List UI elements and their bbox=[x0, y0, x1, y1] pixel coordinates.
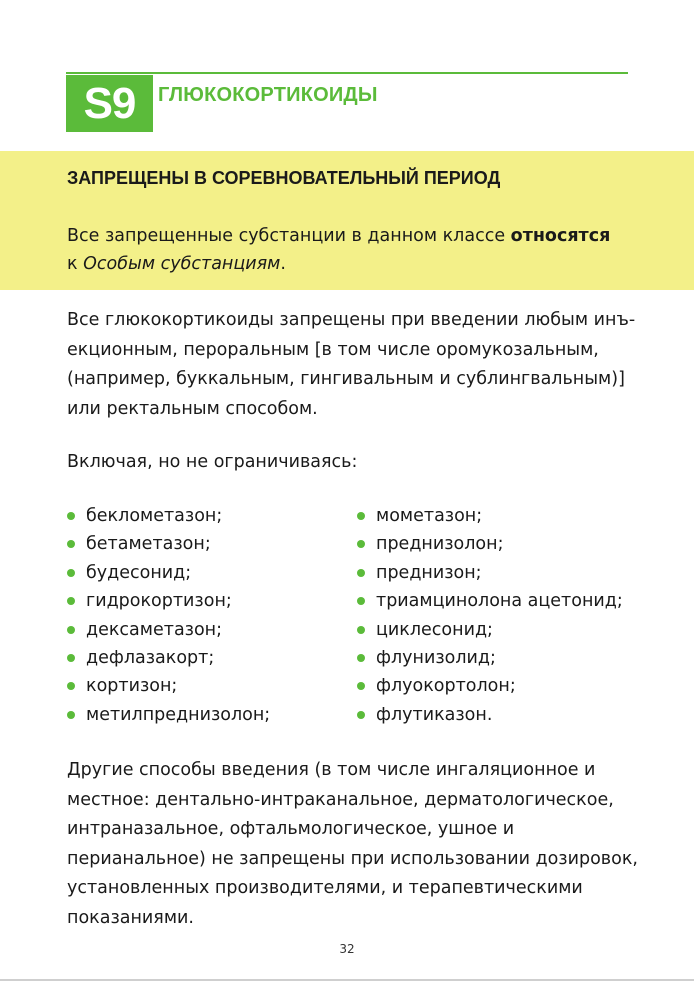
bullet-icon bbox=[67, 711, 75, 719]
list-item bbox=[66, 701, 270, 729]
list-item bbox=[356, 644, 623, 672]
list-item-label: преднизолон; bbox=[376, 534, 504, 555]
list-item-label: дексаметазон; bbox=[86, 619, 223, 640]
list-item bbox=[66, 644, 270, 672]
bullet-icon bbox=[357, 711, 365, 719]
bullet-icon bbox=[67, 597, 75, 605]
list-item-label: будесонид; bbox=[86, 562, 192, 583]
band-text bbox=[67, 222, 647, 278]
list-item-label: метилпреднизолон; bbox=[86, 704, 271, 725]
list-item bbox=[66, 559, 270, 587]
band-text-start: Все запрещенные субстанции в данном классе bbox=[67, 226, 511, 246]
list-item-label: триамцинолона ацетонид; bbox=[376, 591, 623, 612]
page-number: 32 bbox=[339, 942, 355, 956]
bullet-icon bbox=[67, 540, 75, 548]
list-item-label: флуокортолон; bbox=[376, 676, 516, 697]
bullet-icon bbox=[357, 682, 365, 690]
substance-list-right bbox=[356, 502, 623, 729]
bullet-icon bbox=[357, 512, 365, 520]
list-item bbox=[356, 559, 623, 587]
list-item-label: беклометазон; bbox=[86, 506, 223, 526]
bullet-icon bbox=[67, 569, 75, 577]
band-text-mid: к bbox=[67, 254, 84, 274]
list-item bbox=[66, 530, 270, 558]
section-code-badge: S9 bbox=[66, 75, 153, 132]
list-item bbox=[66, 672, 270, 700]
list-item-label: дефлазакорт; bbox=[86, 648, 215, 669]
band-text-italic: Особым субстанциям bbox=[83, 254, 281, 274]
paragraph-other-routes: Другие способы введения (в том числе ингаляционное и местное: дентально-интраканальное, дерматологическое, интраназальное, офтальмологическое, ушное и перианальное) не запрещены при использовании дозировок, установленных производителями, и терапевтическими показаниями. bbox=[67, 760, 638, 928]
list-item bbox=[66, 587, 270, 615]
list-item-label: кортизон; bbox=[86, 676, 178, 697]
bullet-icon bbox=[67, 626, 75, 634]
list-item bbox=[66, 502, 270, 530]
list-item-label: флутиказон. bbox=[376, 704, 493, 725]
list-item bbox=[356, 587, 623, 615]
bullet-icon bbox=[357, 540, 365, 548]
band-text-bold: относятся bbox=[510, 226, 611, 246]
bullet-icon bbox=[67, 654, 75, 662]
list-item bbox=[356, 530, 623, 558]
bullet-icon bbox=[357, 626, 365, 634]
list-item bbox=[66, 616, 270, 644]
list-item-label: циклесонид; bbox=[376, 619, 493, 640]
bullet-icon bbox=[357, 597, 365, 605]
paragraph-routes: Все глюкокортикоиды запрещены при введении любым инъекционным, пероральным [в том числе оромукозальным, (например, буккальным, гингивальным и сублингвальным)] или ректальным способом. bbox=[67, 310, 636, 419]
list-item bbox=[356, 502, 623, 530]
band-title: ЗАПРЕЩЕНЫ В СОРЕВНОВАТЕЛЬНЫЙ ПЕРИОД bbox=[67, 168, 501, 188]
list-item-label: флунизолид; bbox=[376, 648, 496, 669]
list-item bbox=[356, 701, 623, 729]
bullet-icon bbox=[67, 512, 75, 520]
bullet-icon bbox=[357, 654, 365, 662]
list-item-label: бетаметазон; bbox=[86, 534, 211, 555]
list-item bbox=[356, 616, 623, 644]
bullet-icon bbox=[67, 682, 75, 690]
header-rule bbox=[66, 72, 628, 74]
substance-list-left bbox=[66, 502, 270, 729]
paragraph-including: Включая, но не ограничиваясь: bbox=[67, 452, 358, 472]
band-text-end: . bbox=[280, 254, 286, 274]
list-item bbox=[356, 672, 623, 700]
bullet-icon bbox=[357, 569, 365, 577]
list-item-label: гидрокортизон; bbox=[86, 591, 232, 612]
list-item-label: преднизон; bbox=[376, 562, 482, 583]
section-title: ГЛЮКОКОРТИКОИДЫ bbox=[158, 84, 378, 106]
list-item-label: мометазон; bbox=[376, 506, 483, 526]
